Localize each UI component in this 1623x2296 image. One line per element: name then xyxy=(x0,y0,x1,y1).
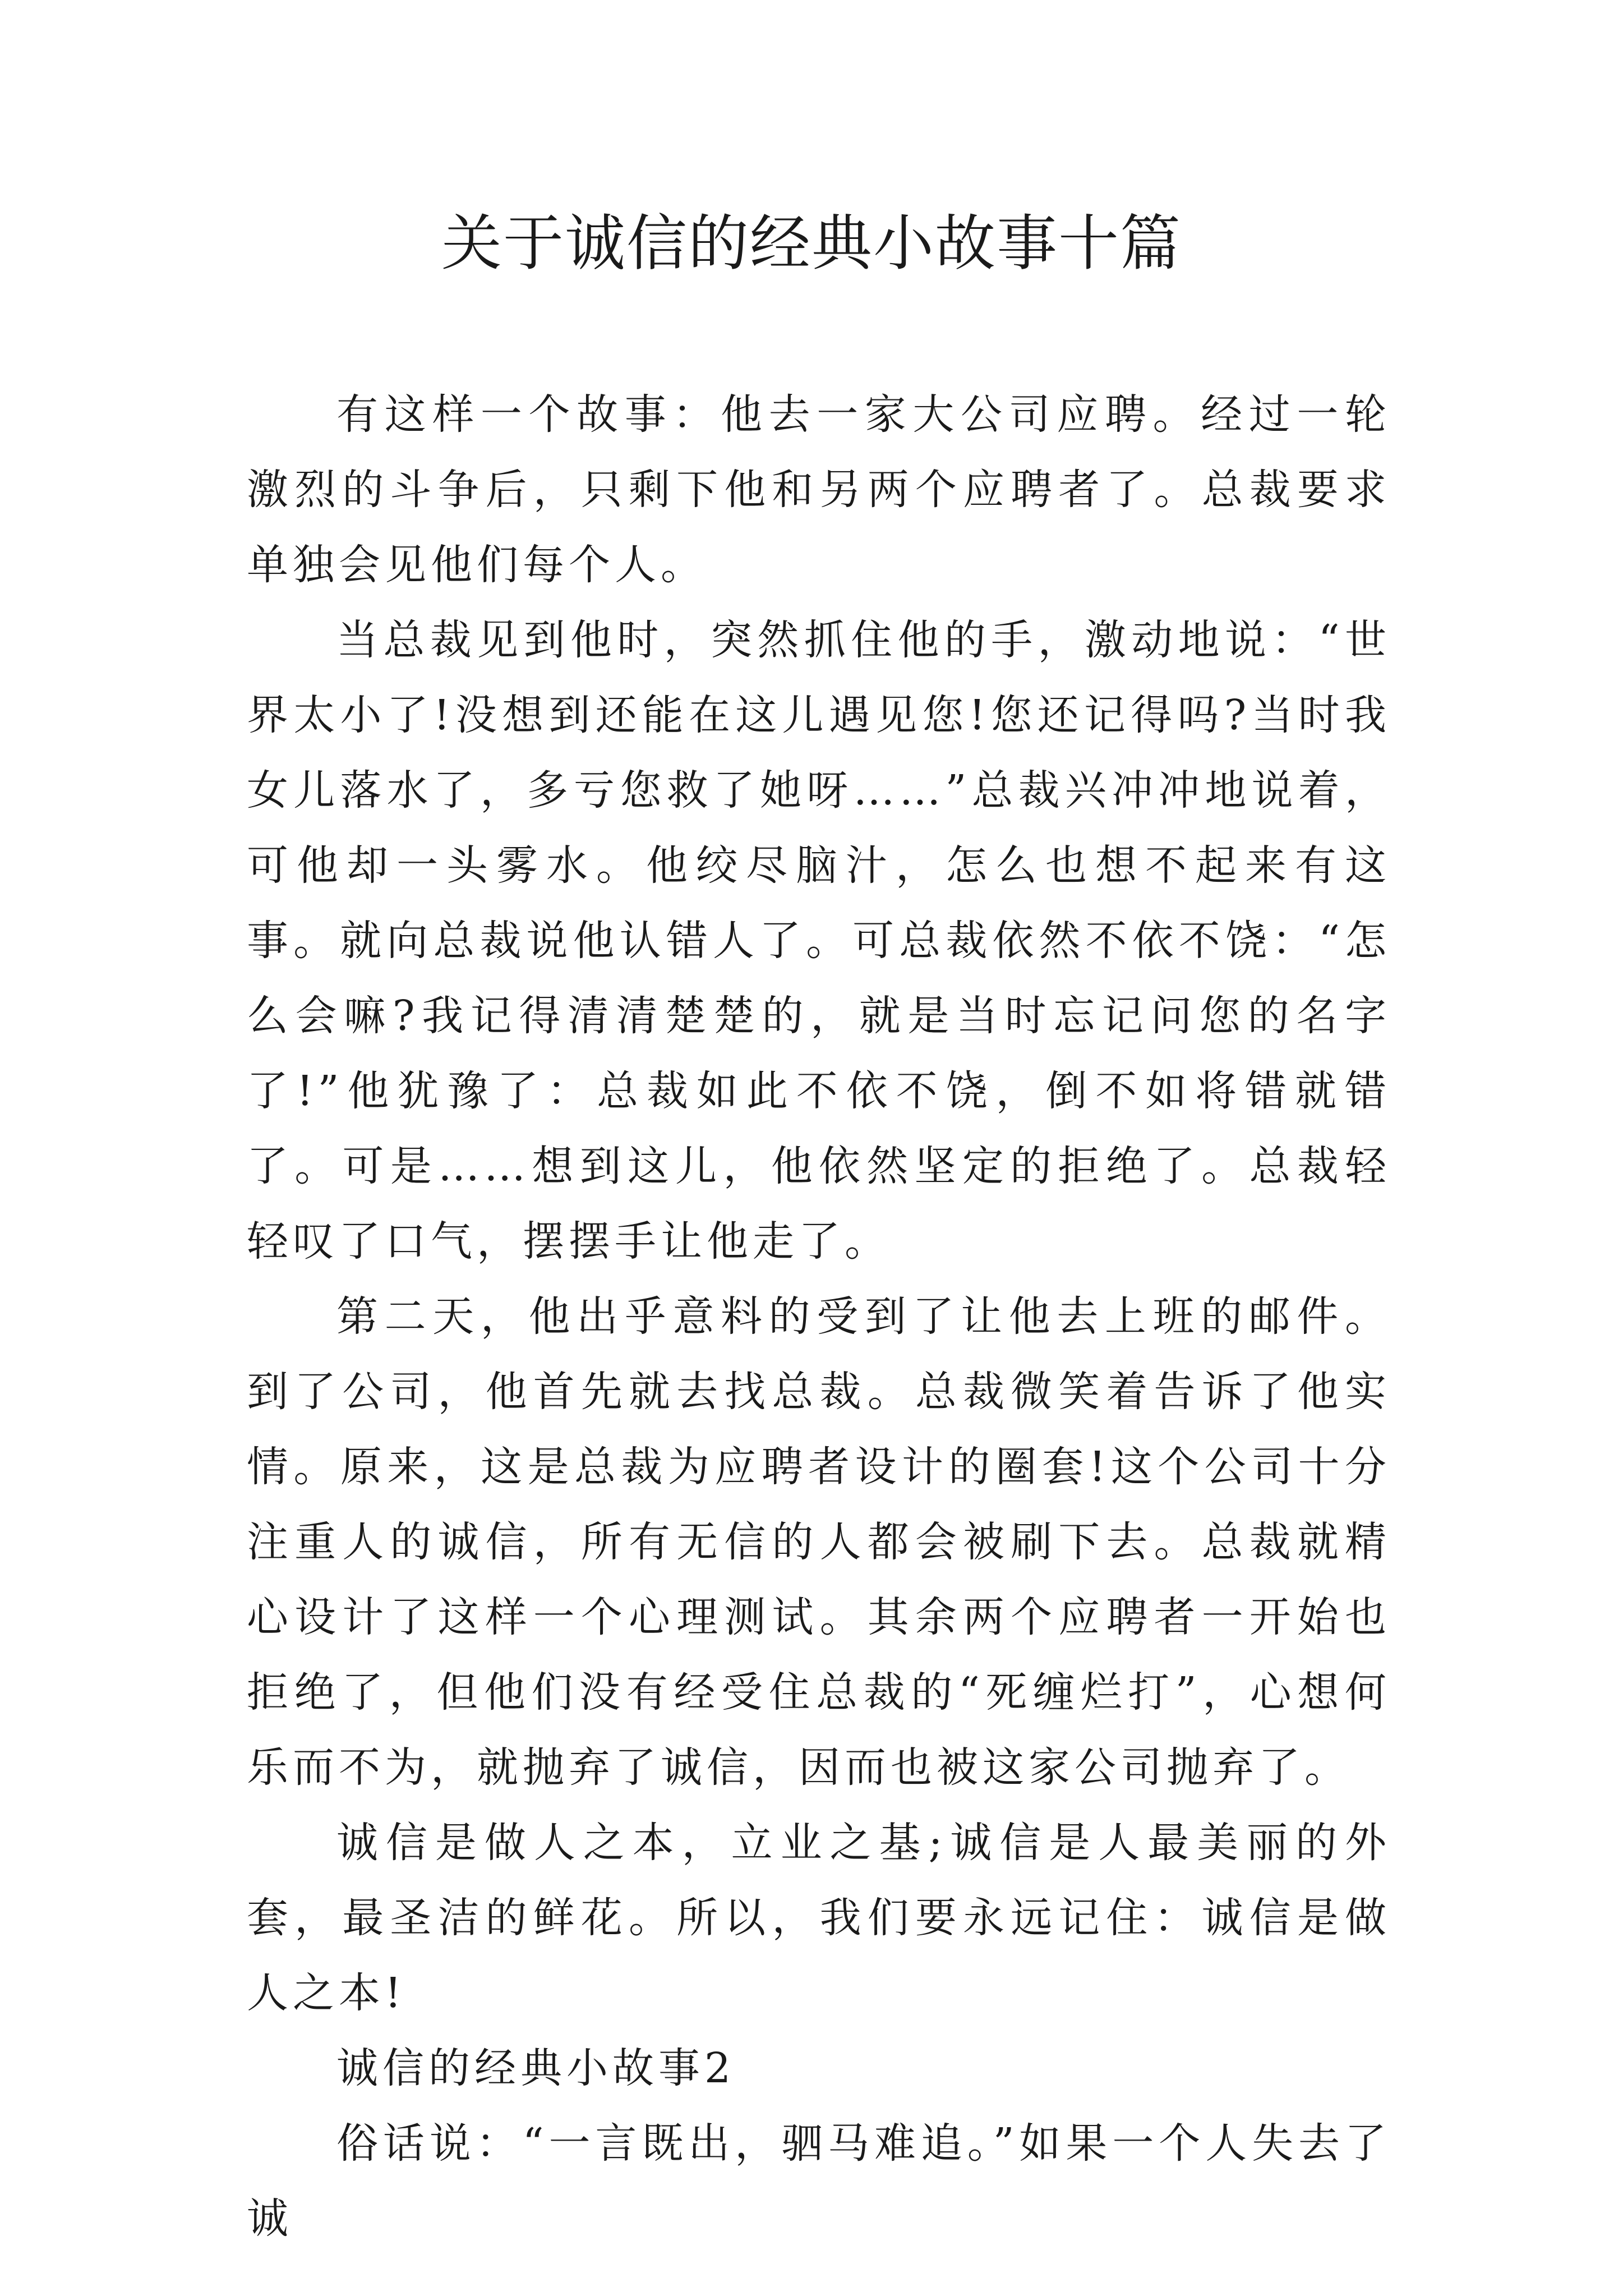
document-body xyxy=(247,377,1391,2256)
paragraph-3: 第二天，他出乎意料的受到了让他去上班的邮件。到了公司，他首先就去找总裁。总裁微笑着告诉了他实情。原来，这是总裁为应聘者设计的圈套!这个公司十分注重人的诚信，所有无信的人都会被刷下去。总裁就精心设计了这样一个心理测试。其余两个应聘者一开始也拒绝了，但他们没有经受住总裁的“死缠烂打”，心想何乐而不为，就抛弃了诚信，因而也被这家公司抛弃了。 xyxy=(247,1292,1391,1792)
paragraph-2: 当总裁见到他时，突然抓住他的手，激动地说：“世界太小了!没想到还能在这儿遇见您!您还记得吗?当时我女儿落水了，多亏您救了她呀……”总裁兴冲冲地说着，可他却一头雾水。他绞尽脑汁，怎么也想不起来有这事。就向总裁说他认错人了。可总裁依然不依不饶：“怎么会嘛?我记得清清楚楚的，就是当时忘记问您的名字了!”他犹豫了：总裁如此不依不饶，倒不如将错就错了。可是……想到这儿，他依然坚定的拒绝了。总裁轻轻叹了口气，摆摆手让他走了。 xyxy=(247,616,1391,1266)
paragraph-1: 有这样一个故事：他去一家大公司应聘。经过一轮激烈的斗争后，只剩下他和另两个应聘者了。总裁要求单独会见他们每个人。 xyxy=(247,390,1391,589)
document-title: 关于诚信的经典小故事十篇 xyxy=(441,209,1182,279)
section-heading: 诚信的经典小故事2 xyxy=(336,2044,736,2092)
paragraph-5: 俗话说：“一言既出，驷马难追。”如果一个人失去了诚 xyxy=(247,2119,1391,2243)
paragraph-4: 诚信是做人之本，立业之基;诚信是人最美丽的外套，最圣洁的鲜花。所以，我们要永远记住：诚信是做人之本! xyxy=(247,1819,1391,2017)
